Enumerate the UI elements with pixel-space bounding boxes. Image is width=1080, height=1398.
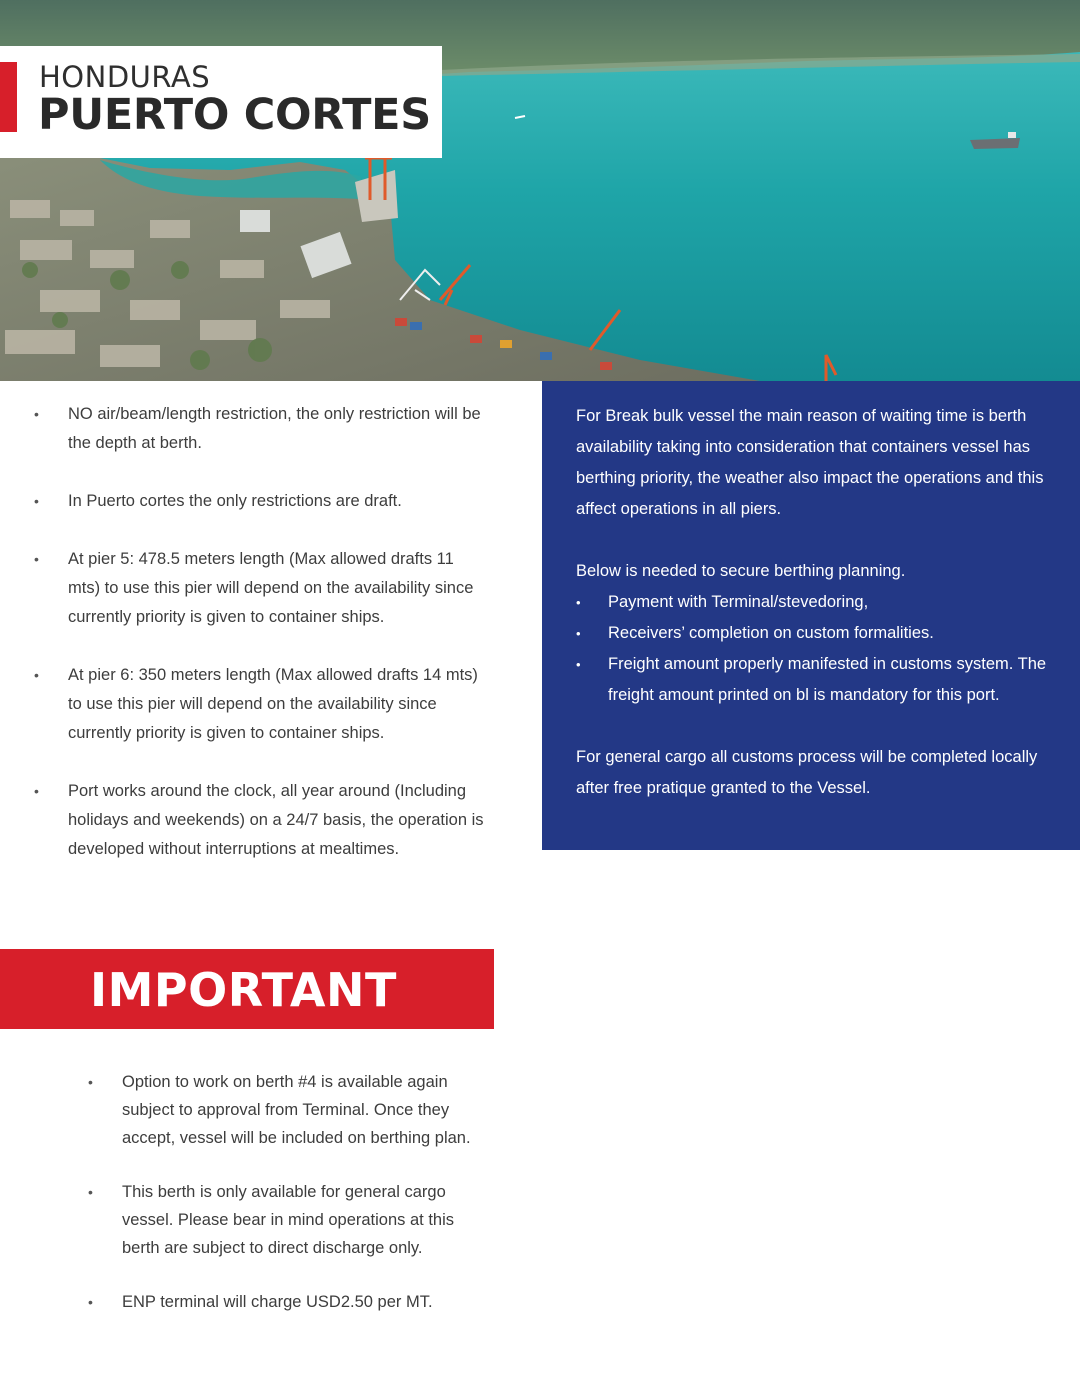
panel-needed-heading: Below is needed to secure berthing planning.: [576, 562, 906, 580]
panel-closing: For general cargo all customs process will be completed locally after free pratique granted to the Vessel.: [576, 748, 1038, 797]
important-list: [88, 1068, 488, 1342]
bullet-icon: •: [576, 657, 581, 672]
bullet-icon: •: [88, 1184, 93, 1200]
panel-needed-list: [576, 587, 1050, 711]
bullet-icon: •: [34, 667, 39, 683]
list-item: • In Puerto cortes the only restrictions are draft.: [34, 487, 484, 516]
title-accent-bar: [0, 62, 17, 132]
title-card: [0, 46, 442, 158]
important-banner: [0, 949, 494, 1029]
bullet-icon: •: [88, 1074, 93, 1090]
bullet-icon: •: [576, 595, 581, 610]
list-item: • Option to work on berth #4 is available again subject to approval from Terminal. Once they accept, vessel will be included on berthing plan.: [88, 1068, 488, 1152]
list-item: • At pier 5: 478.5 meters length (Max allowed drafts 11 mts) to use this pier will depend on the availability since currently priority is given to container ships.: [34, 545, 484, 632]
list-item: • Freight amount properly manifested in customs system. The freight amount printed on bl is mandatory for this port.: [576, 649, 1050, 711]
bullet-icon: •: [576, 626, 581, 641]
important-heading: IMPORTANT: [90, 963, 397, 1017]
break-bulk-info-panel: [542, 381, 1080, 850]
list-item: • ENP terminal will charge USD2.50 per MT.: [88, 1288, 488, 1316]
restrictions-list: [34, 400, 484, 893]
list-item: • At pier 6: 350 meters length (Max allowed drafts 14 mts) to use this pier will depend on the availability since currently priority is given to container ships.: [34, 661, 484, 748]
country-title: HONDURAS: [39, 60, 211, 94]
bullet-icon: •: [34, 783, 39, 799]
bullet-icon: •: [88, 1294, 93, 1310]
list-item: • NO air/beam/length restriction, the only restriction will be the depth at berth.: [34, 400, 484, 458]
list-item: • Port works around the clock, all year around (Including holidays and weekends) on a 24/7 basis, the operation is developed without interruptions at mealtimes.: [34, 777, 484, 864]
bullet-icon: •: [34, 406, 39, 422]
bullet-icon: •: [34, 551, 39, 567]
port-title: PUERTO CORTES: [38, 90, 431, 140]
bullet-icon: •: [34, 493, 39, 509]
list-item: • Payment with Terminal/stevedoring,: [576, 587, 1050, 618]
list-item: • Receivers’ completion on custom formalities.: [576, 618, 1050, 649]
list-item: • This berth is only available for general cargo vessel. Please bear in mind operations at this berth are subject to direct discharge only.: [88, 1178, 488, 1262]
panel-intro: For Break bulk vessel the main reason of waiting time is berth availability taking into consideration that containers vessel has berthing priority, the weather also impact the operations and this affect operations in all piers.: [576, 407, 1044, 518]
